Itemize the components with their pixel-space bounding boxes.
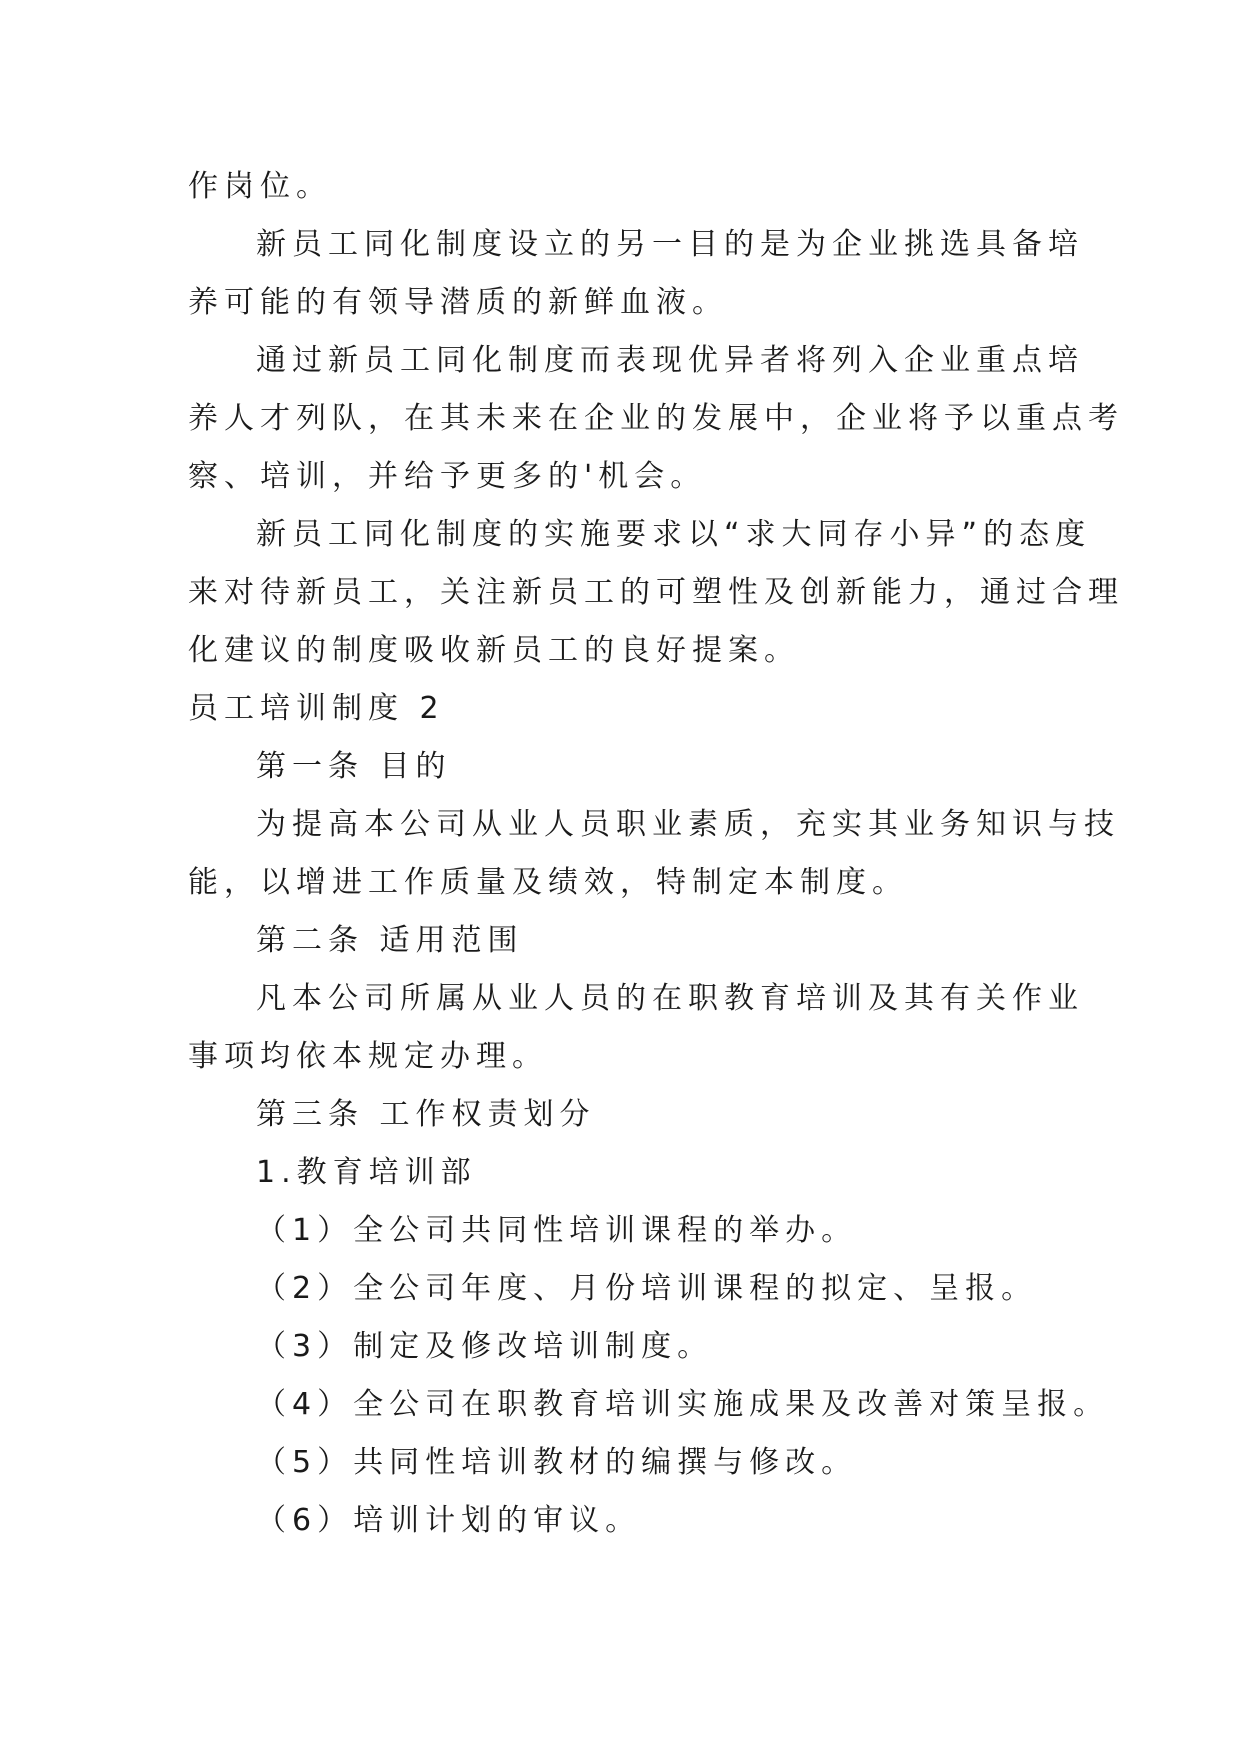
paragraph-line: 能，以增进工作质量及绩效，特制定本制度。 [188, 865, 908, 900]
list-item: （4）全公司在职教育培训实施成果及改善对策呈报。 [256, 1387, 1110, 1422]
list-item: （1）全公司共同性培训课程的举办。 [256, 1213, 858, 1248]
article-heading: 第二条 适用范围 [256, 923, 524, 958]
paragraph-line: 来对待新员工，关注新员工的可塑性及创新能力，通过合理 [188, 575, 1124, 610]
list-item: （2）全公司年度、月份培训课程的拟定、呈报。 [256, 1271, 1038, 1306]
paragraph-line: 新员工同化制度设立的另一目的是为企业挑选具备培 [256, 227, 1084, 262]
paragraph-line: 养可能的有领导潜质的新鲜血液。 [188, 285, 728, 320]
article-heading: 第三条 工作权责划分 [256, 1097, 596, 1132]
paragraph-line: 为提高本公司从业人员职业素质，充实其业务知识与技 [256, 807, 1120, 842]
subsection-heading: 1.教育培训部 [256, 1155, 477, 1190]
paragraph-line: 养人才列队，在其未来在企业的发展中，企业将予以重点考 [188, 401, 1124, 436]
paragraph-line: 新员工同化制度的实施要求以“求大同存小异”的态度 [256, 517, 1092, 552]
article-heading: 第一条 目的 [256, 749, 452, 784]
paragraph-line: 化建议的制度吸收新员工的良好提案。 [188, 633, 800, 668]
paragraph-line: 通过新员工同化制度而表现优异者将列入企业重点培 [256, 343, 1084, 378]
section-title: 员工培训制度 2 [188, 691, 445, 726]
list-item: （6）培训计划的审议。 [256, 1503, 642, 1538]
list-item: （3）制定及修改培训制度。 [256, 1329, 714, 1364]
paragraph-line: 作岗位。 [188, 169, 332, 204]
paragraph-line: 凡本公司所属从业人员的在职教育培训及其有关作业 [256, 981, 1084, 1016]
paragraph-line: 事项均依本规定办理。 [188, 1039, 548, 1074]
document-body [188, 158, 1124, 1550]
list-item: （5）共同性培训教材的编撰与修改。 [256, 1445, 858, 1480]
paragraph-line: 察、培训，并给予更多的'机会。 [188, 459, 707, 494]
